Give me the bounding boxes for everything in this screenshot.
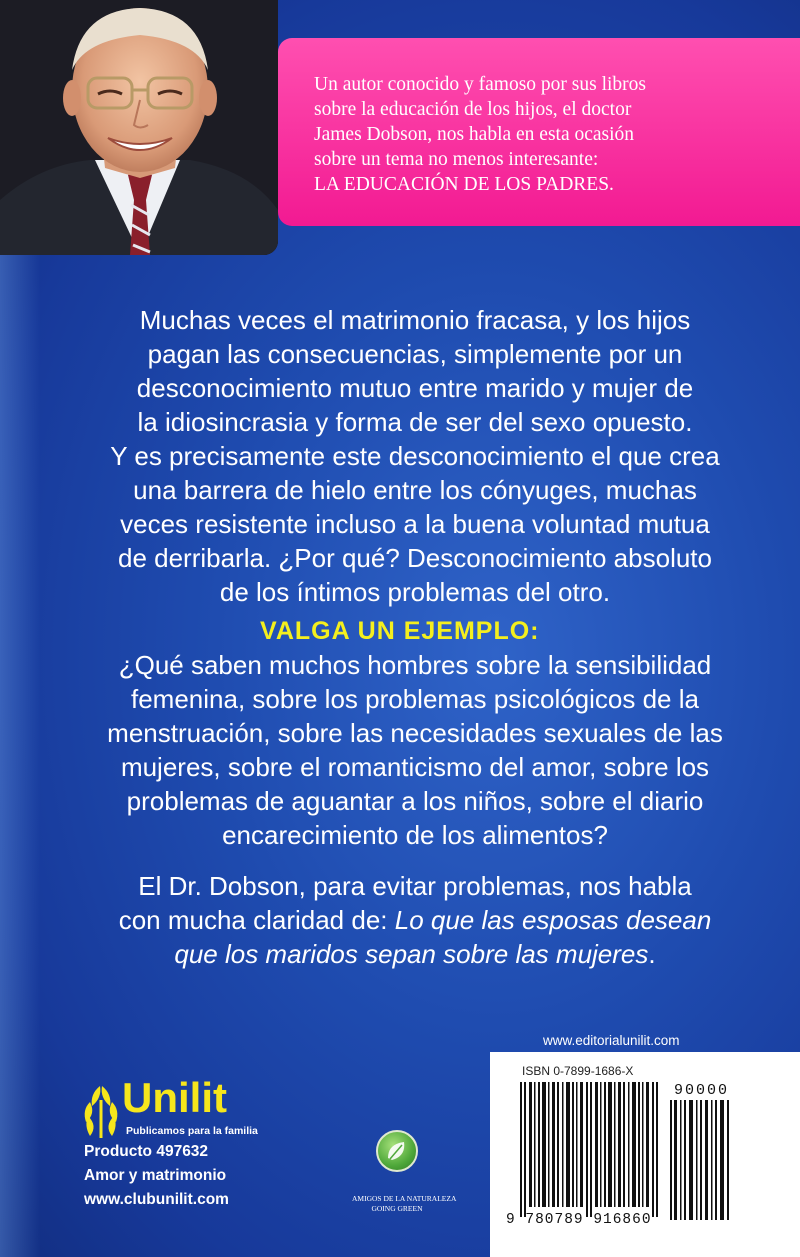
paragraph-line: menstruación, sobre las necesidades sexuales de las xyxy=(107,718,723,748)
paragraph-line: de derribarla. ¿Por qué? Desconocimiento absoluto xyxy=(117,543,712,573)
description-paragraph-2 xyxy=(70,648,760,852)
club-website: www.clubunilit.com xyxy=(84,1191,229,1208)
barcode-panel xyxy=(490,1052,800,1257)
paragraph-line: mujeres, sobre el romanticismo del amor, sobre los xyxy=(120,752,710,782)
publisher-name: Unilit xyxy=(122,1074,227,1121)
paragraph-line: veces resistente incluso a la buena voluntad mutua xyxy=(120,509,710,539)
paragraph-line: pagan las consecuencias, simplemente por un xyxy=(147,339,683,369)
book-title-italic: que los maridos sepan sobre las mujeres xyxy=(174,939,649,969)
paragraph-line: desconocimiento mutuo entre marido y mujer de xyxy=(136,373,694,403)
addon-barcode xyxy=(670,1100,732,1220)
eco-badge-line: AMIGOS DE LA NATURALEZA xyxy=(352,1194,457,1203)
description-paragraph-1 xyxy=(70,303,760,609)
author-blurb-box xyxy=(278,38,800,226)
blurb-line: LA EDUCACIÓN DE LOS PADRES. xyxy=(314,174,614,195)
book-title-italic: Lo que las esposas desean xyxy=(394,905,712,935)
paragraph-line: encarecimiento de los alimentos? xyxy=(222,820,608,850)
blurb-line: James Dobson, nos habla en esta ocasión xyxy=(314,124,635,145)
eco-badge-line: GOING GREEN xyxy=(371,1204,423,1213)
wheat-icon xyxy=(80,1080,122,1138)
author-photo xyxy=(0,0,278,255)
publisher-logo xyxy=(80,1074,270,1140)
paragraph-line: problemas de aguantar a los niños, sobre el diario xyxy=(126,786,704,816)
paragraph-line: una barrera de hielo entre los cónyuges, muchas xyxy=(133,475,697,505)
paragraph-line: Muchas veces el matrimonio fracasa, y los hijos xyxy=(139,305,691,335)
barcode-addon-digits: 90000 xyxy=(674,1082,730,1099)
isbn-label: ISBN 0-7899-1686-X xyxy=(522,1064,634,1078)
publisher-tagline: Publicamos para la familia xyxy=(126,1125,258,1137)
paragraph-line: El Dr. Dobson, para evitar problemas, nos habla xyxy=(138,871,692,901)
barcode-number: 9 780789 916860 xyxy=(506,1212,652,1228)
blurb-line: Un autor conocido y famoso por sus libros xyxy=(314,74,646,95)
blurb-line: sobre un tema no menos interesante: xyxy=(314,149,599,170)
paragraph-text: con mucha claridad de: xyxy=(118,905,395,935)
description-paragraph-3 xyxy=(70,869,760,971)
paragraph-line: de los íntimos problemas del otro. xyxy=(219,577,611,607)
paragraph-text: . xyxy=(648,939,656,969)
ean-barcode xyxy=(520,1082,660,1217)
blurb-line: sobre la educación de los hijos, el doctor xyxy=(314,99,632,120)
paragraph-line: femenina, sobre los problemas psicológicos de la xyxy=(131,684,699,714)
leaf-icon xyxy=(376,1130,418,1172)
product-code: Producto 497632 xyxy=(84,1143,209,1160)
publisher-website: www.editorialunilit.com xyxy=(543,1033,680,1048)
paragraph-line: la idiosincrasia y forma de ser del sexo opuesto. xyxy=(137,407,693,437)
product-category: Amor y matrimonio xyxy=(84,1167,227,1184)
eco-badge xyxy=(352,1130,457,1230)
paragraph-line xyxy=(70,903,760,937)
paragraph-line xyxy=(70,937,760,971)
paragraph-line: ¿Qué saben muchos hombres sobre la sensibilidad xyxy=(118,650,712,680)
paragraph-line: Y es precisamente este desconocimiento el que crea xyxy=(110,441,720,471)
example-heading: VALGA UN EJEMPLO: xyxy=(260,617,540,645)
